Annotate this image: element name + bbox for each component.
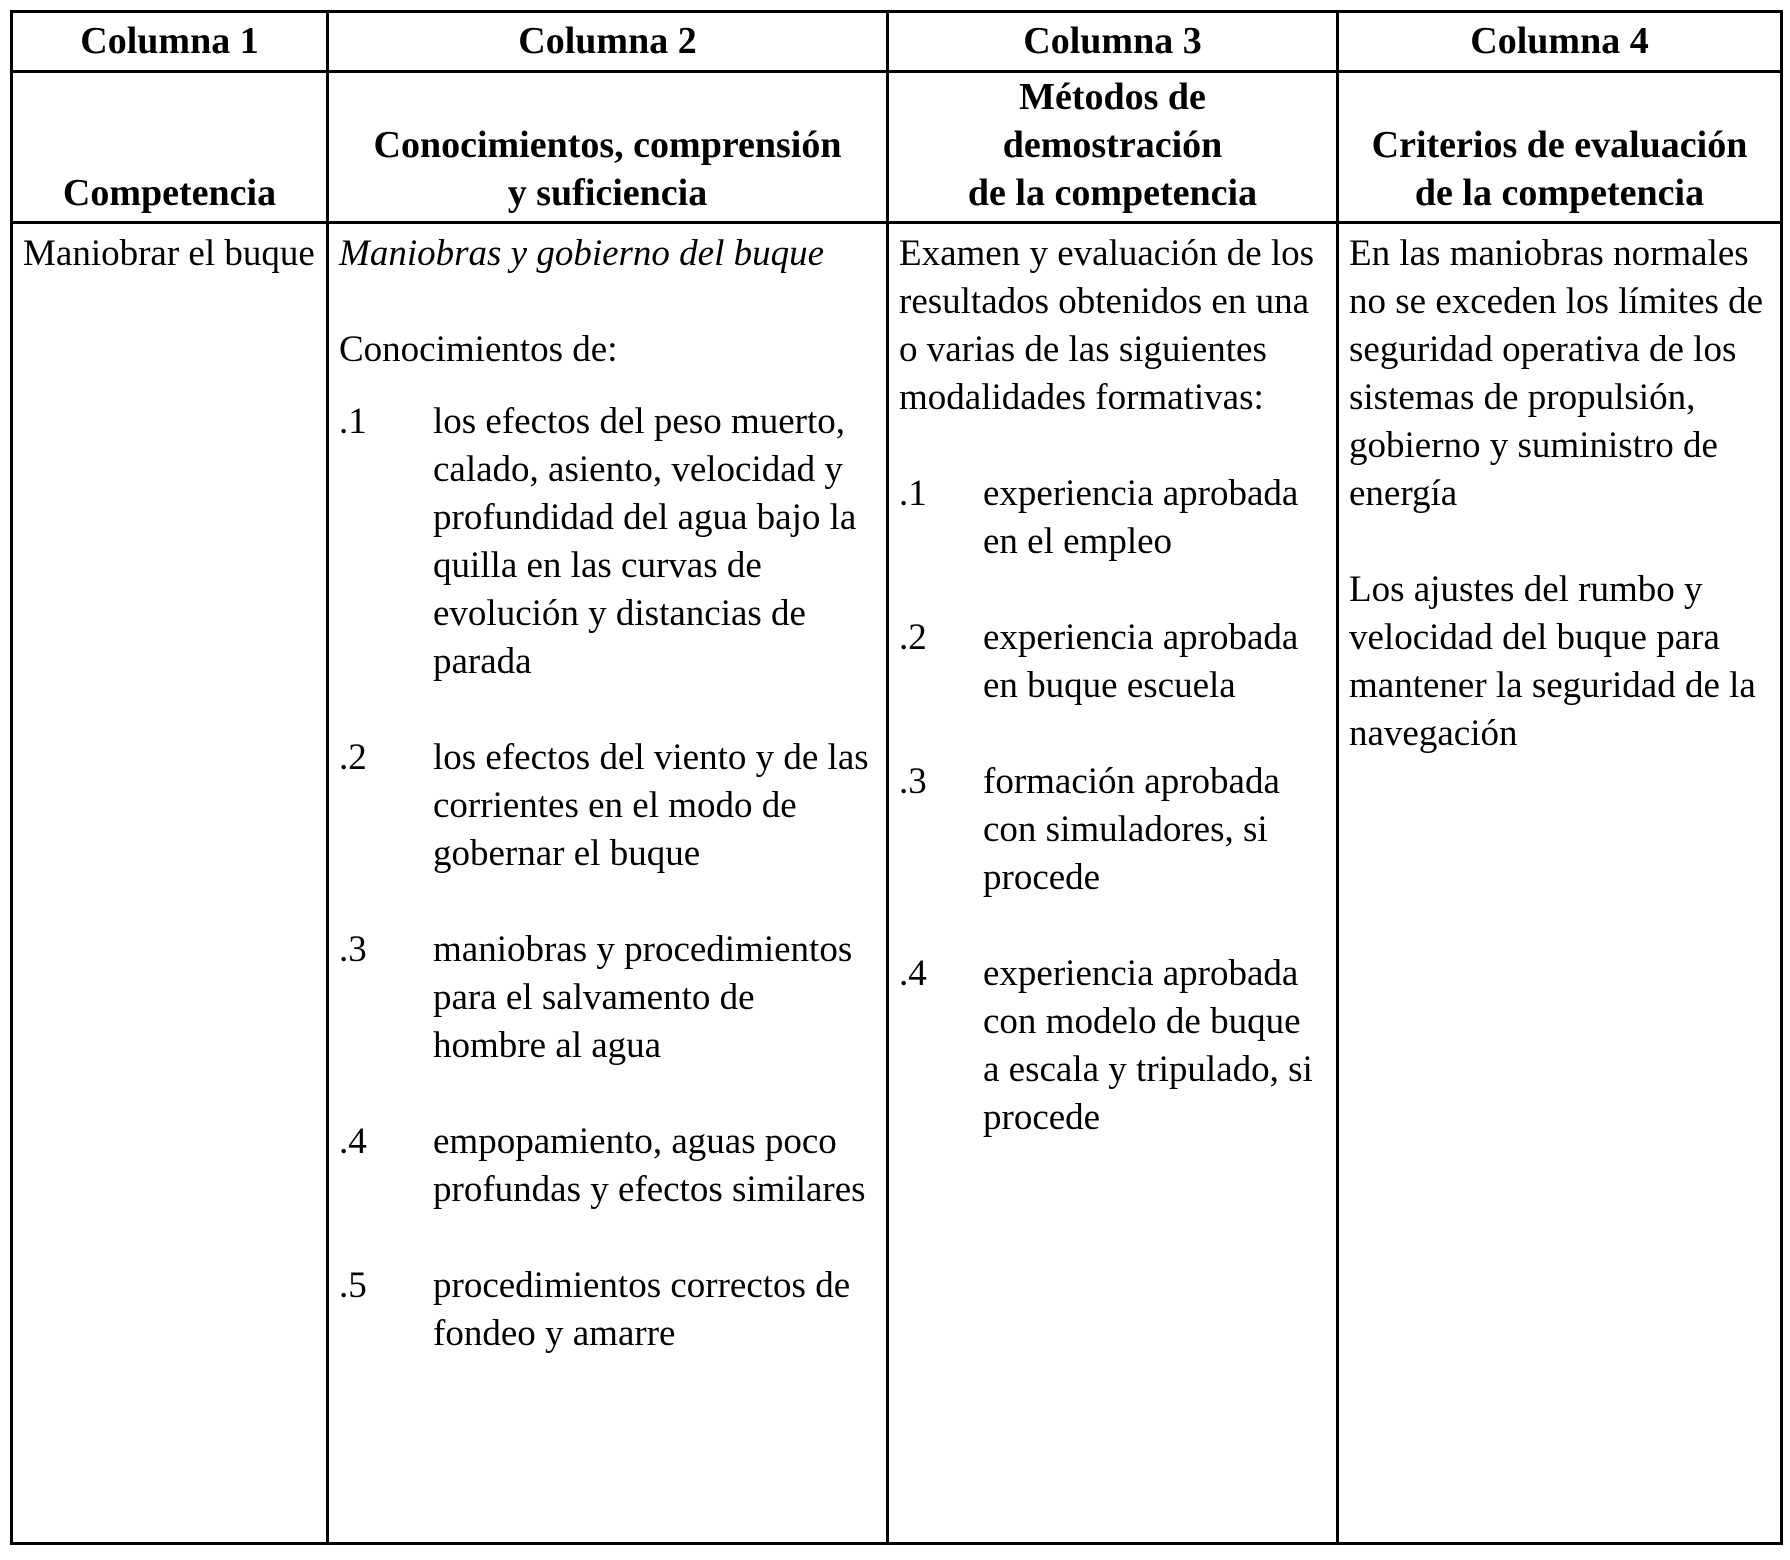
heading-knowledge-line-1: Conocimientos, comprensión xyxy=(373,124,842,166)
item-text: experiencia aprobada con modelo de buque a escala y tripulado, si procede xyxy=(983,953,1313,1138)
competence-cell xyxy=(12,223,328,1544)
item-text: experiencia aprobada en buque escuela xyxy=(983,617,1299,706)
criteria-paragraph-2: Los ajustes del rumbo y velocidad del buque para mantener la seguridad de la navegación xyxy=(1349,569,1756,754)
item-text: procedimientos correctos de fondeo y amarre xyxy=(433,1265,851,1354)
methods-item xyxy=(899,950,1326,1142)
content-row xyxy=(12,223,1782,1544)
heading-criteria xyxy=(1338,72,1782,223)
item-number: .2 xyxy=(339,737,367,778)
item-number: .1 xyxy=(899,473,927,514)
knowledge-item xyxy=(339,1118,876,1214)
column-number-2: Columna 2 xyxy=(328,12,888,72)
item-text: maniobras y procedimientos para el salvamento de hombre al agua xyxy=(433,929,853,1066)
heading-criteria-line-1: Criterios de evaluación xyxy=(1371,124,1748,166)
item-text: formación aprobada con simuladores, si procede xyxy=(983,761,1280,898)
knowledge-item xyxy=(339,398,876,686)
methods-item xyxy=(899,614,1326,710)
item-number: .2 xyxy=(899,617,927,658)
item-text: los efectos del viento y de las corrientes en el modo de gobernar el buque xyxy=(433,737,869,874)
heading-knowledge xyxy=(328,72,888,223)
heading-methods-line-3: de la competencia xyxy=(967,172,1258,214)
knowledge-item xyxy=(339,1262,876,1358)
criteria-paragraph-1: En las maniobras normales no se exceden los límites de seguridad operativa de los sistemas de propulsión, gobierno y suministro de energía xyxy=(1349,233,1764,514)
column-number-1: Columna 1 xyxy=(12,12,328,72)
heading-row xyxy=(12,72,1782,223)
heading-competence-text: Competencia xyxy=(62,172,277,214)
competence-text: Maniobrar el buque xyxy=(23,233,315,274)
heading-competence xyxy=(12,72,328,223)
heading-methods-line-2: demostración xyxy=(1002,124,1223,166)
competency-table xyxy=(10,10,1783,1545)
methods-cell xyxy=(888,223,1338,1544)
item-number: .5 xyxy=(339,1265,367,1306)
knowledge-item xyxy=(339,734,876,878)
methods-intro: Examen y evaluación de los resultados obtenidos en una o varias de las siguientes modalidades formativas: xyxy=(899,233,1315,418)
item-number: .4 xyxy=(339,1121,367,1162)
column-number-4: Columna 4 xyxy=(1338,12,1782,72)
column-number-3: Columna 3 xyxy=(888,12,1338,72)
heading-methods-line-1: Métodos de xyxy=(1019,76,1206,118)
heading-knowledge-line-2: y suficiencia xyxy=(507,172,708,214)
item-number: .3 xyxy=(899,761,927,802)
methods-item xyxy=(899,470,1326,566)
item-number: .4 xyxy=(899,953,927,994)
heading-criteria-line-2: de la competencia xyxy=(1414,172,1705,214)
knowledge-intro: Conocimientos de: xyxy=(339,329,618,370)
methods-item xyxy=(899,758,1326,902)
criteria-cell xyxy=(1338,223,1782,1544)
column-number-row xyxy=(12,12,1782,72)
item-text: los efectos del peso muerto, calado, asiento, velocidad y profundidad del agua bajo la quilla en las curvas de evolución y distancias de parada xyxy=(433,401,857,682)
item-number: .1 xyxy=(339,401,367,442)
item-text: empopamiento, aguas poco profundas y efectos similares xyxy=(433,1121,866,1210)
knowledge-item xyxy=(339,926,876,1070)
item-number: .3 xyxy=(339,929,367,970)
heading-methods xyxy=(888,72,1338,223)
knowledge-subheading: Maniobras y gobierno del buque xyxy=(339,233,825,274)
knowledge-cell xyxy=(328,223,888,1544)
item-text: experiencia aprobada en el empleo xyxy=(983,473,1299,562)
